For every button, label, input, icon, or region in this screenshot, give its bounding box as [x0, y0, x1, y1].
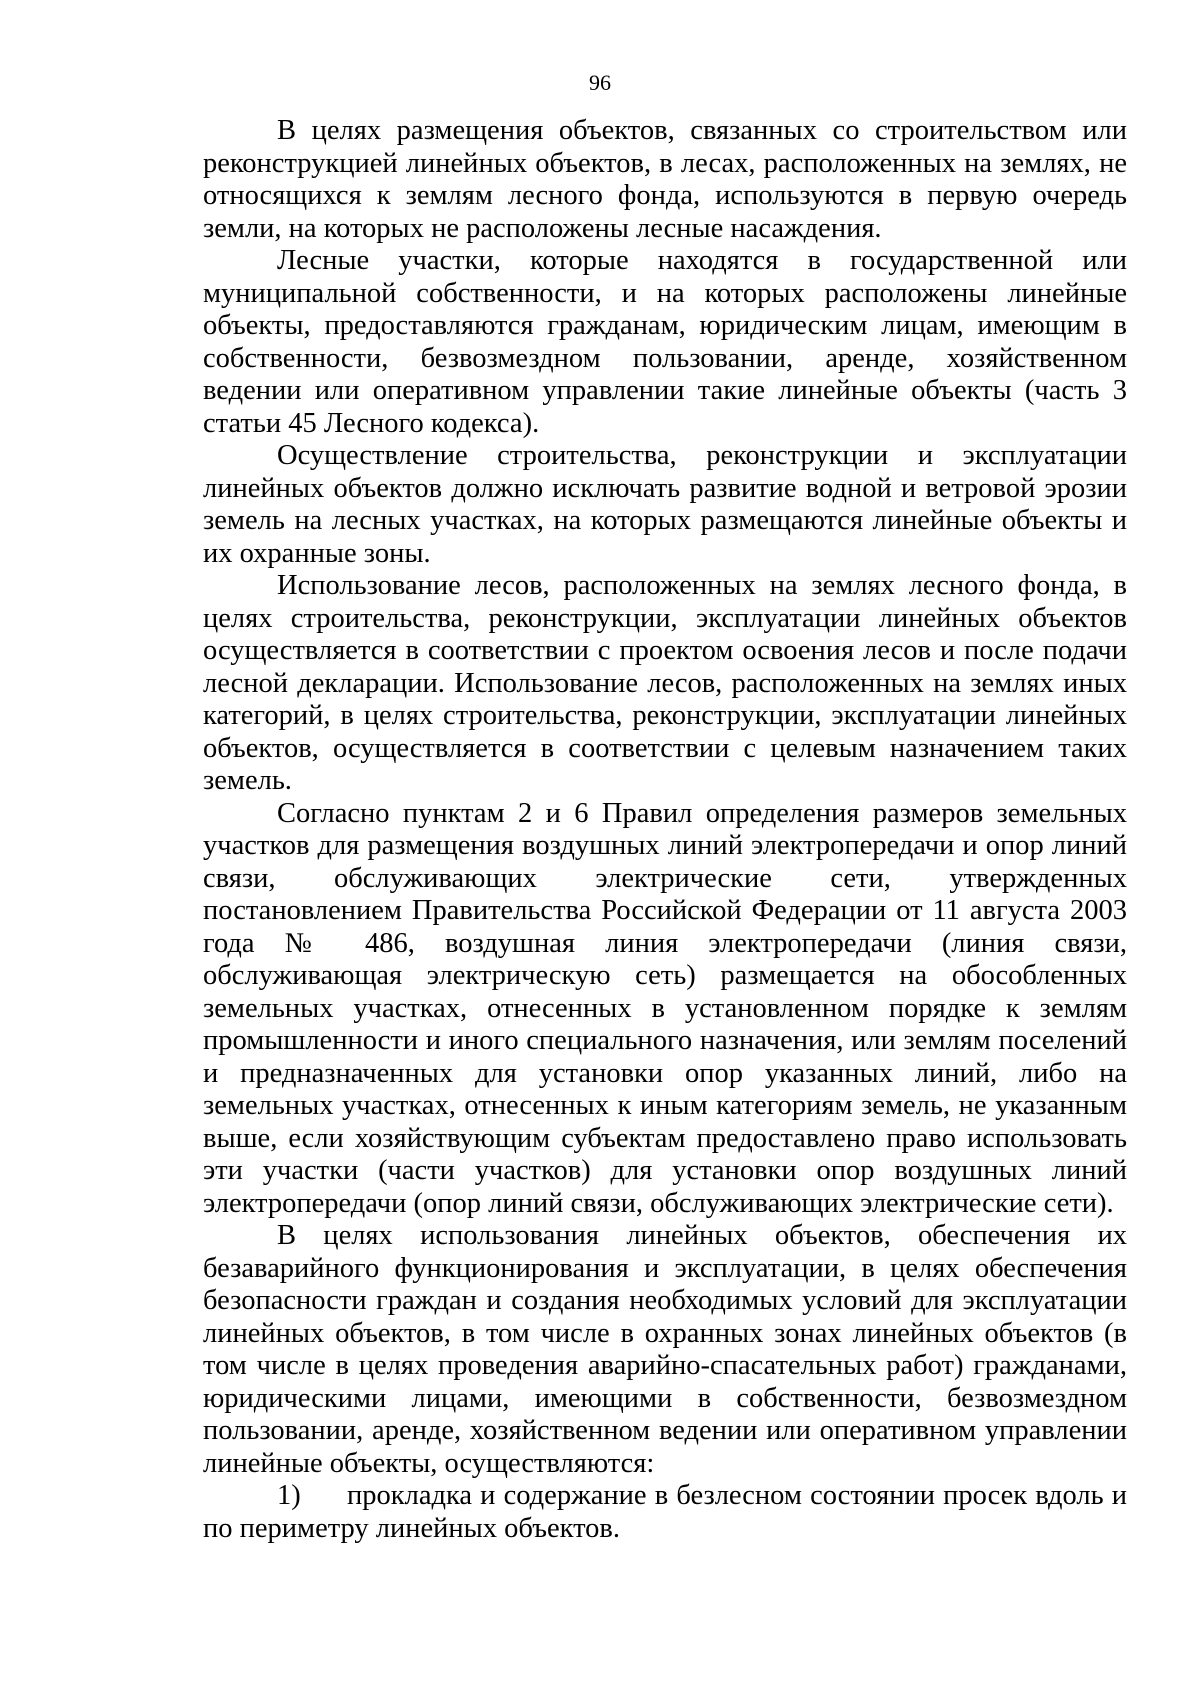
document-body	[203, 115, 1127, 1545]
list-item-text: прокладка и содержание в безлесном состоянии просек вдоль и по периметру линейных объектов.	[203, 1480, 1127, 1544]
paragraph: В целях размещения объектов, связанных со строительством или реконструкцией линейных объектов, в лесах, расположенных на землях, не относящихся к землям лесного фонда, используются в первую очередь земли, на которых не расположены лесные насаждения.	[203, 115, 1127, 244]
paragraph: Использование лесов, расположенных на землях лесного фонда, в целях строительства, реконструкции, эксплуатации линейных объектов осуществляется в соответствии с проектом освоения лесов и после подачи лесной декларации. Использование лесов, расположенных на землях иных категорий, в целях строительства, реконструкции, эксплуатации линейных объектов, осуществляется в соответствии с целевым назначением таких земель.	[203, 570, 1127, 796]
list-item	[203, 1480, 1127, 1545]
page-number: 96	[589, 70, 611, 95]
paragraph: Согласно пунктам 2 и 6 Правил определения размеров земельных участков для размещения воздушных линий электропередачи и опор линий связи, обслуживающих электрические сети, утвержденных постановлением Правительства Российской Федерации от 11 августа 2003 года № 486, воздушная линия электропередачи (линия связи, обслуживающая электрическую сеть) размещается на обособленных земельных участках, отнесенных в установленном порядке к землям промышленности и иного специального назначения, или землям поселений и предназначенных для установки опор указанных линий, либо на земельных участках, отнесенных к иным категориям земель, не указанным выше, если хозяйствующим субъектам предоставлено право использовать эти участки (части участков) для установки опор воздушных линий электропередачи (опор линий связи, обслуживающих электрические сети).	[203, 797, 1127, 1219]
paragraph: В целях использования линейных объектов, обеспечения их безаварийного функционирования и эксплуатации, в целях обеспечения безопасности граждан и создания необходимых условий для эксплуатации линейных объектов, в том числе в охранных зонах линейных объектов (в том числе в целях проведения аварийно-спасательных работ) гражданами, юридическими лицами, имеющими в собственности, безвозмездном пользовании, аренде, хозяйственном ведении или оперативном управлении линейные объекты, осуществляются:	[203, 1220, 1127, 1479]
paragraph: Лесные участки, которые находятся в государственной или муниципальной собственности, и на которых расположены линейные объекты, предоставляются гражданам, юридическим лицам, имеющим в собственности, безвозмездном пользовании, аренде, хозяйственном ведении или оперативном управлении такие линейные объекты (часть 3 статьи 45 Лесного кодекса).	[203, 245, 1127, 439]
paragraph: Осуществление строительства, реконструкции и эксплуатации линейных объектов должно исключать развитие водной и ветровой эрозии земель на лесных участках, на которых размещаются линейные объекты и их охранные зоны.	[203, 440, 1127, 569]
list-item-number: 1)	[277, 1480, 301, 1511]
